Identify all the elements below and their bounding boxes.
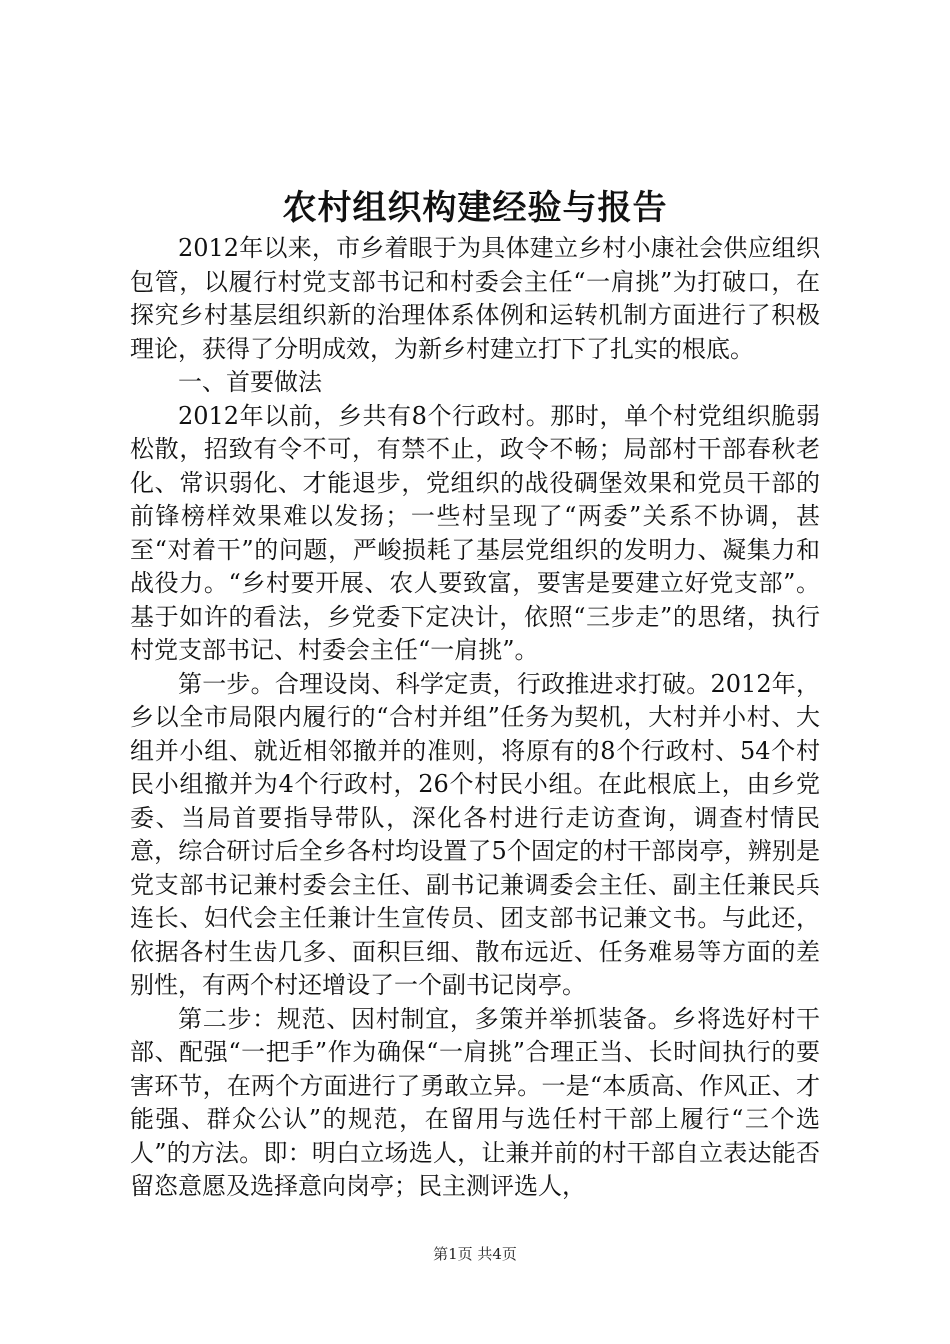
page-footer: 第1页 共4页 [433, 1245, 517, 1263]
paragraph-step-two: 第二步：规范、因村制宜，多策并举抓装备。乡将选好村干部、配强“一把手”作为确保“一肩挑”合理正当、长时间执行的要害环节，在两个方面进行了勇敢立异。一是“本质高、作风正、才能强、群众公认”的规范，在留用与选任村干部上履行“三个选人”的方法。即：明白立场选人，让兼并前的村干部自立表达能否留恣意愿及选择意向岗亭；民主测评选人， [130, 1004, 820, 1200]
paragraph-step-one: 第一步。合理设岗、科学定责，行政推进求打破。2012年，乡以全市局限内履行的“合村并组”任务为契机，大村并小村、大组并小组、就近相邻撤并的准则，将原有的8个行政村、54个村民小组撤并为4个行政村，26个村民小组。在此根底上，由乡党委、当局首要指导带队，深化各村进行走访查询，调查村情民意，综合研讨后全乡各村均设置了5个固定的村干部岗亭，辨别是党支部书记兼村委会主任、副书记兼调委会主任、副主任兼民兵连长、妇代会主任兼计生宣传员、团支部书记兼文书。与此还，依据各村生齿几多、面积巨细、散布远近、任务难易等方面的差别性，有两个村还增设了一个副书记岗亭。 [130, 669, 820, 999]
paragraph-intro: 2012年以来，市乡着眼于为具体建立乡村小康社会供应组织包管，以履行村党支部书记和村委会主任“一肩挑”为打破口，在探究乡村基层组织新的治理体系体例和运转机制方面进行了积极理论，获得了分明成效，为新乡村建立打下了扎实的根底。 [130, 234, 820, 363]
document-body [130, 232, 820, 1204]
document-title: 农村组织构建经验与报告 [282, 188, 668, 228]
paragraph-background: 2012年以前，乡共有8个行政村。那时，单个村党组织脆弱松散，招致有令不可，有禁不止，政令不畅；局部村干部春秋老化、常识弱化、才能退步，党组织的战役碉堡效果和党员干部的前锋榜样效果难以发扬；一些村呈现了“两委”关系不协调，甚至“对着干”的问题，严峻损耗了基层党组织的发明力、凝集力和战役力。“乡村要开展、农人要致富，要害是要建立好党支部”。基于如许的看法，乡党委下定决计，依照“三步走”的思绪，执行村党支部书记、村委会主任“一肩挑”。 [130, 401, 820, 664]
section-heading-main-practices: 一、首要做法 [178, 368, 322, 396]
